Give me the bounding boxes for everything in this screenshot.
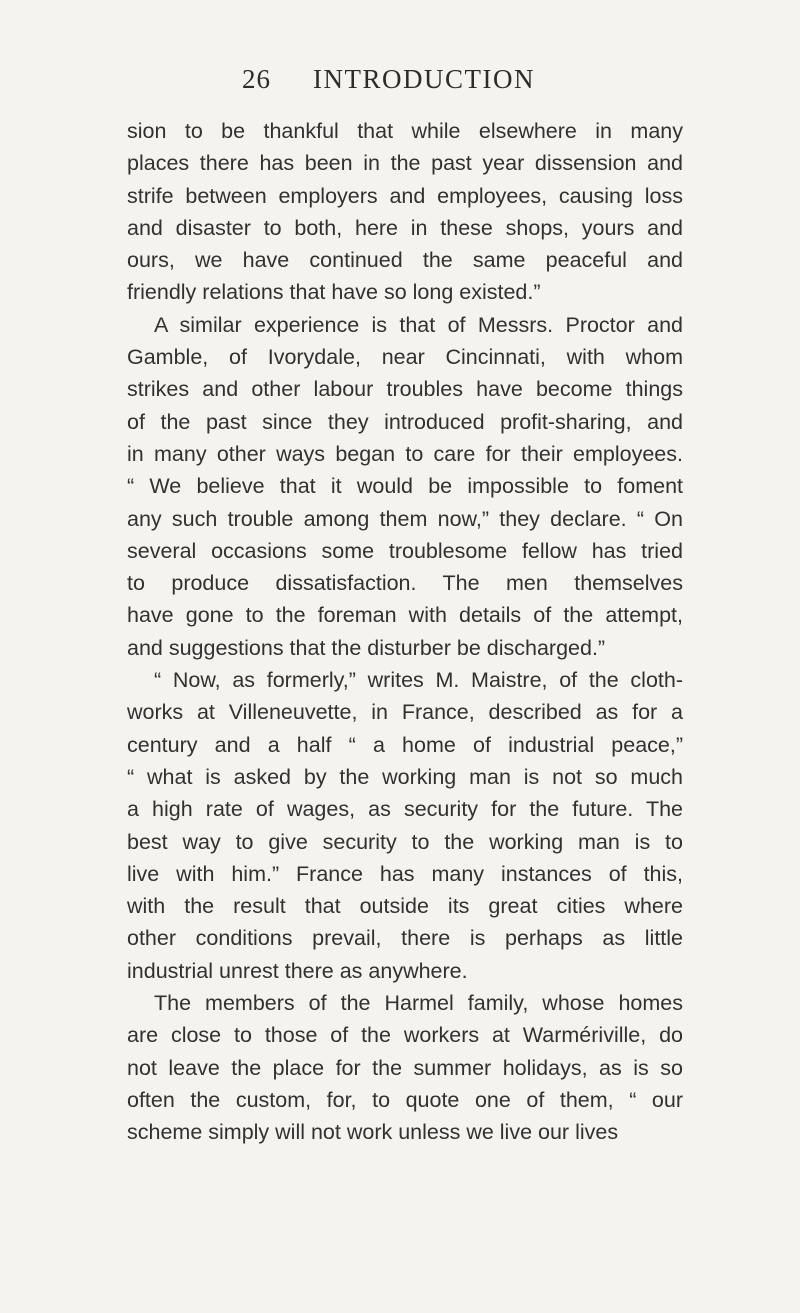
text-line: to produce dissatisfaction. The men themselves [127, 571, 683, 596]
body-text [127, 115, 683, 1149]
text-line: The members of the Harmel family, whose homes [154, 991, 683, 1016]
text-line: industrial unrest there as anywhere. [127, 958, 468, 983]
text-line: are close to those of the workers at Warmériville, do [127, 1023, 683, 1048]
text-line: other conditions prevail, there is perhaps as little [127, 926, 683, 951]
text-line: ours, we have continued the same peaceful and [127, 248, 683, 273]
paragraph [127, 664, 683, 987]
running-title: INTRODUCTION [313, 64, 535, 94]
text-line: with the result that outside its great cities where [127, 894, 683, 919]
text-line: works at Villeneuvette, in France, described as for a [127, 700, 683, 725]
text-line: not leave the place for the summer holidays, as is so [127, 1055, 683, 1080]
text-line: friendly relations that have so long existed.” [127, 280, 541, 305]
text-line: of the past since they introduced profit-sharing, and [127, 409, 683, 434]
text-line: best way to give security to the working man is to [127, 829, 683, 854]
text-line: live with him.” France has many instances of this, [127, 861, 683, 886]
text-line: sion to be thankful that while elsewhere in many [127, 119, 683, 143]
text-line: strife between employers and employees, causing loss [127, 183, 683, 208]
text-line: places there has been in the past year dissension and [127, 151, 683, 176]
text-line: a high rate of wages, as security for the future. The [127, 797, 683, 822]
text-line: in many other ways began to care for their employees. [127, 441, 683, 466]
text-line: “ Now, as formerly,” writes M. Maistre, of the cloth- [154, 668, 683, 693]
paragraph [127, 987, 683, 1148]
text-line: A similar experience is that of Messrs. Proctor and [154, 312, 683, 337]
text-line: century and a half “ a home of industrial peace,” [127, 732, 683, 757]
text-line: strikes and other labour troubles have become things [127, 377, 683, 402]
paragraph [127, 115, 683, 309]
text-line: any such trouble among them now,” they declare. “ On [127, 506, 683, 531]
text-line: often the custom, for, to quote one of them, “ our [127, 1087, 683, 1112]
text-line: “ We believe that it would be impossible to foment [127, 474, 683, 499]
text-line: Gamble, of Ivorydale, near Cincinnati, with whom [127, 345, 683, 370]
text-line: scheme simply will not work unless we live our lives [127, 1120, 619, 1145]
text-line: “ what is asked by the working man is not so much [127, 764, 683, 789]
page-number: 26 [242, 64, 271, 94]
text-line: have gone to the foreman with details of the attempt, [127, 603, 683, 628]
paragraph [127, 309, 683, 664]
text-line: several occasions some troublesome fellow has tried [127, 538, 683, 563]
running-header [242, 64, 800, 104]
text-line: and disaster to both, here in these shops, yours and [127, 215, 683, 240]
text-line: and suggestions that the disturber be discharged.” [127, 635, 606, 660]
